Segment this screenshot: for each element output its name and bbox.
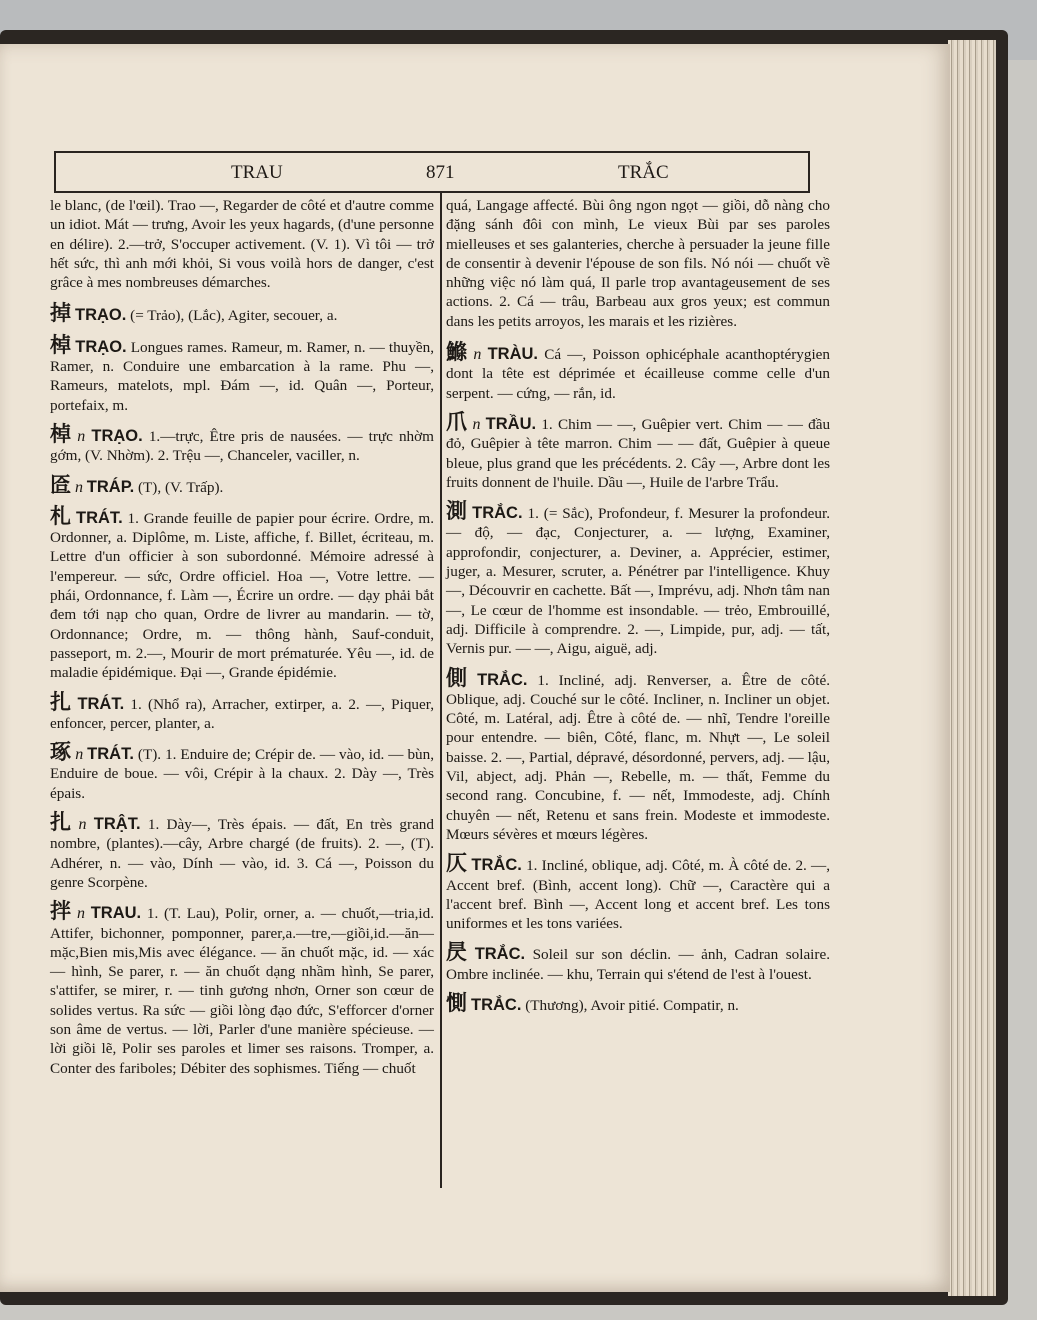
headword: TRẮC. bbox=[471, 995, 522, 1014]
han-character: 札 bbox=[50, 503, 72, 528]
entry-marker: n bbox=[75, 478, 83, 496]
han-character: 仄 bbox=[446, 851, 468, 876]
headword: TRẮC. bbox=[474, 945, 526, 964]
entry-definition: Cá —, Poisson ophicéphale acanthoptérygien dont la tête est déprimée et écailleuse comme celle d'un serpent. — cứng, — rắn, id. bbox=[446, 346, 831, 402]
dictionary-entry bbox=[50, 503, 435, 683]
right-column bbox=[446, 196, 830, 1025]
running-header bbox=[54, 151, 810, 193]
dictionary-entry bbox=[446, 340, 831, 403]
entry-definition: 1.—trực, Être pris de nausées. — trực nhờm gớm, (V. Nhờm). 2. Trệu —, Chanceler, vaciller, n. bbox=[50, 427, 434, 465]
entry-definition: 1. Incliné, adj. Renverser, a. Être de côté. Oblique, adj. Couché sur le côté. Incliner, n. Incliner un objet. Côté, m. Latéral, adj. Être à côté de. — nhĩ, Tendre l'oreille pour entendre. — biên, Côté, flanc, m. Nhựt —, Le soleil baisse. 2. —, Partial, dépravé, désordonné, pervers, adj. — lậu, Vil, abject, adj. Phản —, Rebelle, m. — thất, Femme du second rang. Concubine, f. — nết, Immodeste, adj. Chính chuyên — nết, Retenu et sans frein. Modeste et immodeste. Mœurs sévères et mœurs légères. bbox=[446, 671, 831, 843]
headword: TRAU. bbox=[90, 904, 142, 923]
dictionary-entry bbox=[50, 301, 434, 326]
entry-marker: n bbox=[473, 346, 482, 364]
dictionary-entry bbox=[446, 990, 830, 1015]
dictionary-entry bbox=[50, 421, 434, 466]
headword: TRÁT. bbox=[77, 694, 125, 713]
headword: TRẮC. bbox=[472, 504, 523, 523]
entry-definition: 1. Dày—, Très épais. — đất, En très grand nombre, (plantes).—cây, Arbre chargé (de fruits). 2. —, (T). Adhérer, n. — vào, Dính — vào, id. 3. Cá —, Poisson du genre Scorpène. bbox=[50, 816, 434, 891]
entry-definition: 1. (= Sắc), Profondeur, f. Mesurer la profondeur. — độ, — đạc, Conjecturer, a. — lượng, Examiner, approfondir, conjecturer, a. Deviner, a. Apprécier, estimer, juger, a. Mesurer, scruter, a. Pénétrer par l'intelligence. Khuy —, Découvrir en cachette. Bất —, Imprévu, adj. Nhơn tâm nan —, Le cœur de l'homme est insondable. — trẻo, Embrouillé, adj. Difficile à comprendre. 2. —, Limpide, pur, adj. — tất, Vernis pur. — —, Aigu, aiguë, adj. bbox=[446, 505, 831, 658]
dictionary-entry bbox=[446, 665, 831, 845]
dictionary-entry bbox=[446, 940, 831, 984]
entry-marker: n bbox=[78, 816, 87, 834]
han-character: 棹 bbox=[50, 332, 72, 357]
dictionary-entry bbox=[50, 810, 434, 892]
entry-definition: (= Trảo), (Lắc), Agiter, secouer, a. bbox=[130, 307, 338, 325]
han-character: 扎 bbox=[50, 689, 74, 714]
entry-definition: (Thương), Avoir pitié. Compatir, n. bbox=[525, 996, 739, 1014]
headword: TRÁP. bbox=[86, 477, 135, 496]
han-character: 惻 bbox=[446, 990, 467, 1015]
entry-definition: Longues rames. Rameur, m. Ramer, n. — thuyền, Ramer, n. Conduire une embarcation à la rame. Phu —, Rameurs, matelots, mpl. Đám —, id. Quân —, Porteur, portefaix, m. bbox=[50, 338, 434, 414]
headword: TRẮC. bbox=[471, 856, 522, 875]
headword: TRÀU. bbox=[487, 345, 538, 364]
han-character: 鰷 bbox=[446, 340, 470, 365]
dictionary-entry bbox=[50, 332, 434, 415]
han-character: 拌 bbox=[50, 899, 73, 924]
dictionary-entry bbox=[50, 689, 435, 734]
han-character: 爪 bbox=[446, 409, 469, 434]
han-character: 昃 bbox=[446, 940, 471, 965]
dictionary-entry bbox=[50, 899, 435, 1078]
han-character: 掉 bbox=[50, 301, 71, 326]
dictionary-entry bbox=[446, 499, 831, 658]
han-character: 棹 bbox=[50, 421, 74, 446]
page-edges bbox=[948, 40, 996, 1296]
entry-marker: n bbox=[472, 415, 481, 433]
han-character: 琢 bbox=[50, 740, 72, 765]
header-right-word: TRẮC bbox=[618, 162, 669, 183]
dictionary-entry bbox=[446, 851, 831, 933]
headword: TRÁT. bbox=[87, 745, 134, 764]
entry-marker: n bbox=[76, 905, 85, 923]
headword: TRẠO. bbox=[91, 426, 143, 445]
entry-definition: Soleil sur son déclin. — ảnh, Cadran solaire. Ombre inclinée. — khu, Terrain qui s'étend de l'est à l'ouest. bbox=[446, 946, 831, 983]
entry-definition: 1. Incliné, oblique, adj. Côté, m. À côté de. 2. —, Accent bref. (Bình, accent long). Chữ —, Caractère qui a l'accent bref. Bình —, Accent long et accent bref. Les tons uniformes et les tons variées. bbox=[446, 857, 831, 933]
entry-definition: 1. Grande feuille de papier pour écrire. Ordre, m. Ordonner, a. Diplôme, m. Liste, affiche, f. Billet, écriteau, m. Lettre d'un officier à son subordonné. Mémoire adressé à l'empereur. — sức, Ordre officiel. Hoa —, Votre lettre. — phái, Ordonnance, f. Làm —, Écrire un ordre. — dạy phải bắt đem tới nạp cho quan, Ordre de livrer au mandarin. — tờ, Ordonnance; Ordre, m. — thông hành, Sauf-conduit, passeport, m. 2.—, Mourir de mort prématurée. Yêu —, id. de maladie épidémique. Đại —, Grande épidémie. bbox=[50, 509, 435, 682]
dictionary-entry bbox=[50, 196, 434, 292]
han-character: 側 bbox=[446, 665, 474, 690]
headword: TRẠO. bbox=[75, 337, 127, 356]
headword: TRẠO. bbox=[75, 306, 127, 325]
header-left-word: TRAU bbox=[231, 162, 283, 183]
entry-definition: quá, Langage affecté. Bùi ông ngon ngọt — giồi, dỗ nàng cho đặng sánh đôi con mình, Le vieux Bùi par ses paroles mielleuses et ses galanteries, cherche à persuader la jeune fille de consentir à devenir l'épouse de son fils. Nó nói — chuốt về những việc nó làm quá, Il parle trop avantageusement de ses actions. 2. Cá — trâu, Barbeau aux gros yeux; est commun dans les petits arroyos, les marais et les rizières. bbox=[446, 197, 830, 330]
headword: TRẬT. bbox=[93, 815, 141, 834]
han-character: 匼 bbox=[50, 472, 71, 497]
dictionary-entry bbox=[446, 196, 830, 331]
page-number: 871 bbox=[426, 162, 455, 183]
left-column bbox=[50, 196, 434, 1088]
entry-definition: 1. (T. Lau), Polir, orner, a. — chuốt,—tria,id. Attifer, bichonner, pomponner, parer,a.—tre,—giồi,id.—ăn—mặc,Bien mis,Mis avec élégance. — ăn chuốt mặc, id. — xác — hình, Se parer, r. — ăn chuốt dạng nhầm hình, Se parer, s'attifer, se mirer, r. — tinh gương nhơn, Orner son cœur de solides vertus. Ra sức — giồi lòng đạo đức, S'efforcer d'orner son âme de vertus. — lời, Parler d'une manière spécieuse. — lời giồi lẽ, Polir ses paroles et limer ses raisons. Tromper, a. Conter des fariboles; Débiter des sophismes. Tiếng — chuốt bbox=[50, 905, 435, 1077]
han-character: 扎 bbox=[50, 810, 75, 835]
entry-marker: n bbox=[75, 746, 84, 764]
headword: TRẮC. bbox=[477, 670, 528, 689]
dictionary-entry bbox=[50, 740, 435, 803]
column-divider bbox=[440, 193, 442, 1188]
entry-marker: n bbox=[77, 427, 86, 445]
entry-definition: le blanc, (de l'œil). Trao —, Regarder de côté et d'autre comme un idiot. Mát — trưng, Avoir les yeux hagards, (d'une personne en délire). 2.—trở, S'occuper activement. (V. 1). Vì tôi — trở hết sức, thì anh mới khỏi, Si vous voilà hors de danger, c'est grâce à mes nombreuses démarches. bbox=[50, 197, 434, 292]
headword: TRẦU. bbox=[485, 414, 537, 433]
han-character: 測 bbox=[446, 499, 469, 524]
headword: TRÁT. bbox=[76, 508, 123, 527]
dictionary-entry bbox=[50, 472, 434, 497]
entry-definition: (T). 1. Enduire de; Crépir de. — vào, id. — bùn, Enduire de boue. — vôi, Crépir à la chaux. 2. Dày —, Très épais. bbox=[50, 746, 435, 802]
entry-definition: (T), (V. Trấp). bbox=[137, 478, 224, 496]
dictionary-entry bbox=[446, 409, 831, 492]
entry-definition: 1. Chim — —, Guêpier vert. Chim — — đầu đỏ, Guêpier à tête marron. Chim — — đất, Guêpier à queue bleue, plus grand que les précédents. 2. Cây —, Arbre dont les fruits donnent de l'huile. Dầu —, Huile de l'arbre Trẩu. bbox=[446, 415, 831, 491]
entry-definition: 1. (Nhổ ra), Arracher, extirper, a. 2. —, Piquer, enfoncer, percer, planter, a. bbox=[50, 695, 435, 732]
